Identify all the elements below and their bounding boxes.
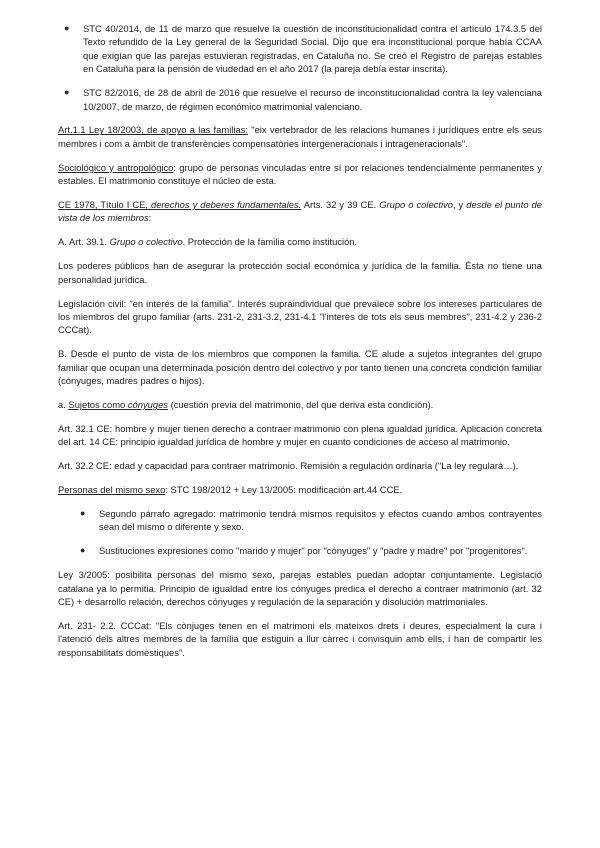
bullet-icon: ●	[64, 87, 70, 98]
list-item	[58, 86, 542, 113]
sujetos-conyuges: cónyuges	[127, 399, 168, 411]
personas-text: : STC 198/2012 + Ley 13/2005: modificación art.44 CCE.	[165, 484, 403, 496]
sociologico-label: Sociológico y antropológico	[58, 161, 174, 173]
section-a-italic: Grupo o colectivo	[109, 236, 183, 248]
sujetos-label: Sujetos como	[68, 399, 128, 411]
sujetos-text: (cuestión previa del matrimonio, del que deriva esta condición).	[167, 399, 434, 411]
bullet-text: STC 82/2016, de 28 de abril de 2016 que resuelve el recurso de inconstitucionalidad contra la ley valenciana 10/2007, de marzo, de régimen económico matrimonial valenciano.	[83, 87, 542, 112]
personas-label: Personas del mismo sexo	[58, 484, 166, 496]
section-a-text: . Protección de la familia como institución.	[182, 236, 358, 248]
ce-text-d: desde el punto de vista de los miembros	[58, 199, 542, 224]
bullet-icon: ●	[80, 508, 86, 519]
paragraph-poderes: Los poderes públicos han de asegurar la protección social económica y jurídica de la familia. Ésta no tiene una personalidad jurídica.	[58, 260, 542, 285]
bullet-text: STC 40/2014, de 11 de marzo que resuelve la cuestión de inconstitucionalidad contra el artículo 174.3.5 del Texto refundido de la Ley general de la Seguridad Social. Dijo que era inconstitucional porque había CCAA que exigían que las parejas estuvieran registradas, en Cataluña no. Se creó el Registro de parejas estables en Cataluña para la pensión de viudedad en el año 2017 (la pareja debía estar inscrita).	[83, 23, 542, 75]
ce-text-a: Arts. 32 y 39 CE.	[301, 199, 380, 211]
ce-text-c: , y	[452, 199, 467, 211]
ce-label-b: derechos y deberes fundamentales.	[151, 199, 302, 211]
paragraph-ley-3-2005: Ley 3/2005: posibilita personas del mismo sexo, parejas estables puedan adoptar conjuntamente. Legislació catalana ya lo permitia. Principio de igualdad entre los cónyuges predica el derecho a contraer matrimonio (art. 32 CE) + desarrollo relación, derechos cónyuges y regulación de la separación y disolución matrimoniales.	[58, 569, 542, 608]
section-a-prefix: A. Art. 39.1.	[58, 236, 110, 248]
stc-bullet-list	[58, 22, 542, 113]
paragraph-art-1-1	[58, 123, 542, 150]
art-1-1-label: Art.1.1 Ley 18/2003, de apoyo a las familias:	[58, 124, 248, 136]
bullet-text: Segundo párrafo agregado: matrimonio tendrá mismos requisitos y efectos cuando ambos contrayentes sean del mismo o diferente y sexo.	[99, 508, 542, 533]
paragraph-sociologico	[58, 161, 542, 188]
list-item	[58, 507, 542, 534]
paragraph-personas	[58, 483, 542, 496]
bullet-icon: ●	[64, 23, 70, 33]
ce-text-e: :	[148, 212, 152, 224]
paragraph-art-231-2-2: Art. 231- 2.2. CCCat: "Els cònjuges tenen en el matrimoni els mateixos drets i deures, especialment la cura i l'atenció dels altres membres de la família que estiguin a llur càrrec i convisquin amb ells, i han de compartir les responsabilitats domèstiques".	[58, 620, 542, 658]
modification-bullet-list	[58, 507, 542, 558]
paragraph-section-a	[58, 235, 542, 248]
document-page	[58, 22, 542, 670]
bullet-text: Sustituciones expresiones como "marido y mujer" por "cónyuges" y "padre y madre" por "progenitores".	[99, 545, 528, 557]
sujetos-prefix: a.	[58, 399, 69, 411]
paragraph-legislacion: Legislación civil: "en interés de la familia". Interés supraindividual que prevalece sobre los intereses particulares de los miembros del grupo familiar (arts. 231-2, 231-3.2, 231-4.1 "l'interès de tots els seus membres", 231-4.2 y 236-2 CCCat).	[58, 297, 542, 336]
ce-label-a: CE 1978, Título I CE,	[58, 199, 151, 211]
sociologico-text: : grupo de personas vinculadas entre sí por relaciones tendencialmente permanentes y estables. El matrimonio constituye el núcleo de esta.	[58, 161, 542, 187]
paragraph-section-b: B. Desde el punto de vista de los miembros que componen la familia. CE alude a sujetos integrantes del grupo familiar que ocupan una determinada posición dentro del colectivo y por tanto tienen una concreta condición familiar (cónyuges, madres padres o hijos).	[58, 348, 542, 387]
paragraph-art-32-1: Art. 32.1 CE: hombre y mujer tienen derecho a contraer matrimonio con plena igualdad jurídica. Aplicación concreta del art. 14 CE: principio igualdad jurídica de hombre y mujer en cuanto condiciones de acceso al matrimonio.	[58, 422, 542, 448]
paragraph-art-32-2: Art. 32.2 CE: edad y capacidad para contraer matrimonio. Remisión a regulación ordinaria ("La ley regulará…).	[58, 460, 519, 472]
paragraph-sujetos	[58, 398, 542, 411]
paragraph-ce-1978	[58, 198, 542, 225]
bullet-icon: ●	[80, 545, 86, 556]
art-1-1-text: "eix vertebrador de les relacions humanes i jurídiques entre els seus membres i com a àmbit de transferències compensatòries intergeneracionals i intrageneracionals".	[58, 124, 542, 149]
list-item	[58, 544, 542, 557]
list-item	[58, 22, 542, 76]
ce-text-b: Grupo o colectivo	[379, 199, 453, 211]
